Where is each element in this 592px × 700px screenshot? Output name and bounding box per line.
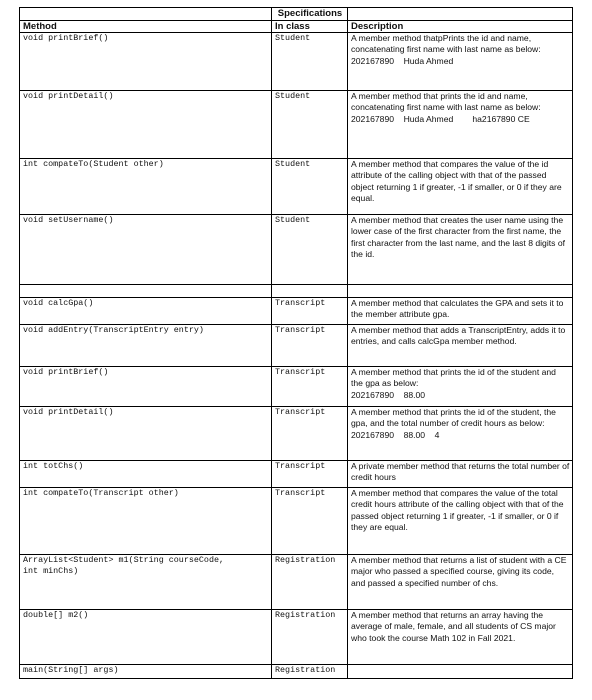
method-cell: void calcGpa() [20, 298, 272, 325]
description-cell: A member method that adds a TranscriptEntry, adds it to entries, and calls calcGpa member method. [348, 325, 573, 367]
description-cell [348, 285, 573, 298]
class-cell: Registration [272, 555, 348, 610]
description-cell [348, 407, 573, 461]
method-cell: void addEntry(TranscriptEntry entry) [20, 325, 272, 367]
description-cell [348, 91, 573, 159]
class-cell: Transcript [272, 488, 348, 555]
title-row [20, 8, 573, 21]
table-row [20, 555, 573, 610]
description-cell [348, 33, 573, 91]
description-cell: A private member method that returns the total number of credit hours [348, 461, 573, 488]
class-cell: Transcript [272, 367, 348, 407]
example-output: 202167890 88.00 4 [351, 429, 440, 440]
table-row [20, 610, 573, 665]
method-cell: int compateTo(Student other) [20, 159, 272, 215]
example-output: 202167890 88.00 [351, 389, 426, 400]
method-cell: int compateTo(Transcript other) [20, 488, 272, 555]
class-cell: Student [272, 159, 348, 215]
in-class-column-header: In class [272, 21, 348, 33]
example-output: 202167890 Huda Ahmed [351, 55, 454, 66]
method-cell: void printBrief() [20, 33, 272, 91]
empty-row [20, 285, 573, 298]
description-cell: A member method that compares the value of the id attribute of the calling object with that of the passed object returning 1 if greater, -1 if smaller, or 0 if they are equal. [348, 159, 573, 215]
description-cell [348, 665, 573, 679]
method-cell: void printDetail() [20, 91, 272, 159]
example-output: 202167890 Huda Ahmed ha2167890 CE [351, 113, 530, 124]
method-cell: int totChs() [20, 461, 272, 488]
class-cell: Student [272, 91, 348, 159]
class-cell: Transcript [272, 325, 348, 367]
description-cell: A member method that returns an array having the average of male, female, and all students of CS major who took the course Math 102 in Fall 2021. [348, 610, 573, 665]
class-cell [272, 285, 348, 298]
table-row [20, 91, 573, 159]
description-cell: A member method that creates the user name using the lower case of the first character from the first name, the first character from the last name, and the last 8 digits of the id. [348, 215, 573, 285]
table-row [20, 367, 573, 407]
class-cell: Transcript [272, 298, 348, 325]
title-spacer-right [348, 8, 573, 21]
method-cell: main(String[] args) [20, 665, 272, 679]
table-row [20, 159, 573, 215]
method-cell [20, 285, 272, 298]
description-text: A member method thatpPrints the id and name, concatenating first name with last name as below: [351, 33, 541, 55]
class-cell: Registration [272, 610, 348, 665]
description-text: A member method that prints the id of the student and the gpa as below: [351, 367, 556, 389]
description-text: A member method that prints the id of the student, the gpa, and the total number of credit hours as below: [351, 407, 556, 429]
method-cell: void printDetail() [20, 407, 272, 461]
method-column-header: Method [20, 21, 272, 33]
class-cell: Student [272, 215, 348, 285]
class-cell: Student [272, 33, 348, 91]
description-cell: A member method that calculates the GPA and sets it to the member attribute gpa. [348, 298, 573, 325]
description-cell: A member method that returns a list of student with a CE major who passed a specified course, giving its code, and passed a specified number of chs. [348, 555, 573, 610]
method-cell: ArrayList<Student> m1(String courseCode, int minChs) [20, 555, 272, 610]
method-cell: void setUsername() [20, 215, 272, 285]
table-row [20, 33, 573, 91]
table-row [20, 665, 573, 679]
table-row [20, 298, 573, 325]
title-spacer-left [20, 8, 272, 21]
description-cell: A member method that compares the value of the total credit hours attribute of the calling object with that of the passed object returning 1 if greater, -1 if smaller, or 0 if they are equal. [348, 488, 573, 555]
description-column-header: Description [348, 21, 573, 33]
table-row [20, 215, 573, 285]
method-cell: double[] m2() [20, 610, 272, 665]
table-row [20, 325, 573, 367]
class-cell: Registration [272, 665, 348, 679]
table-row [20, 407, 573, 461]
header-row [20, 21, 573, 33]
table-title: Specifications [272, 8, 348, 21]
method-cell: void printBrief() [20, 367, 272, 407]
description-cell [348, 367, 573, 407]
description-text: A member method that prints the id and name, concatenating first name with last name as below: [351, 91, 541, 113]
table-row [20, 488, 573, 555]
class-cell: Transcript [272, 461, 348, 488]
specifications-table [19, 7, 573, 679]
table-row [20, 461, 573, 488]
class-cell: Transcript [272, 407, 348, 461]
